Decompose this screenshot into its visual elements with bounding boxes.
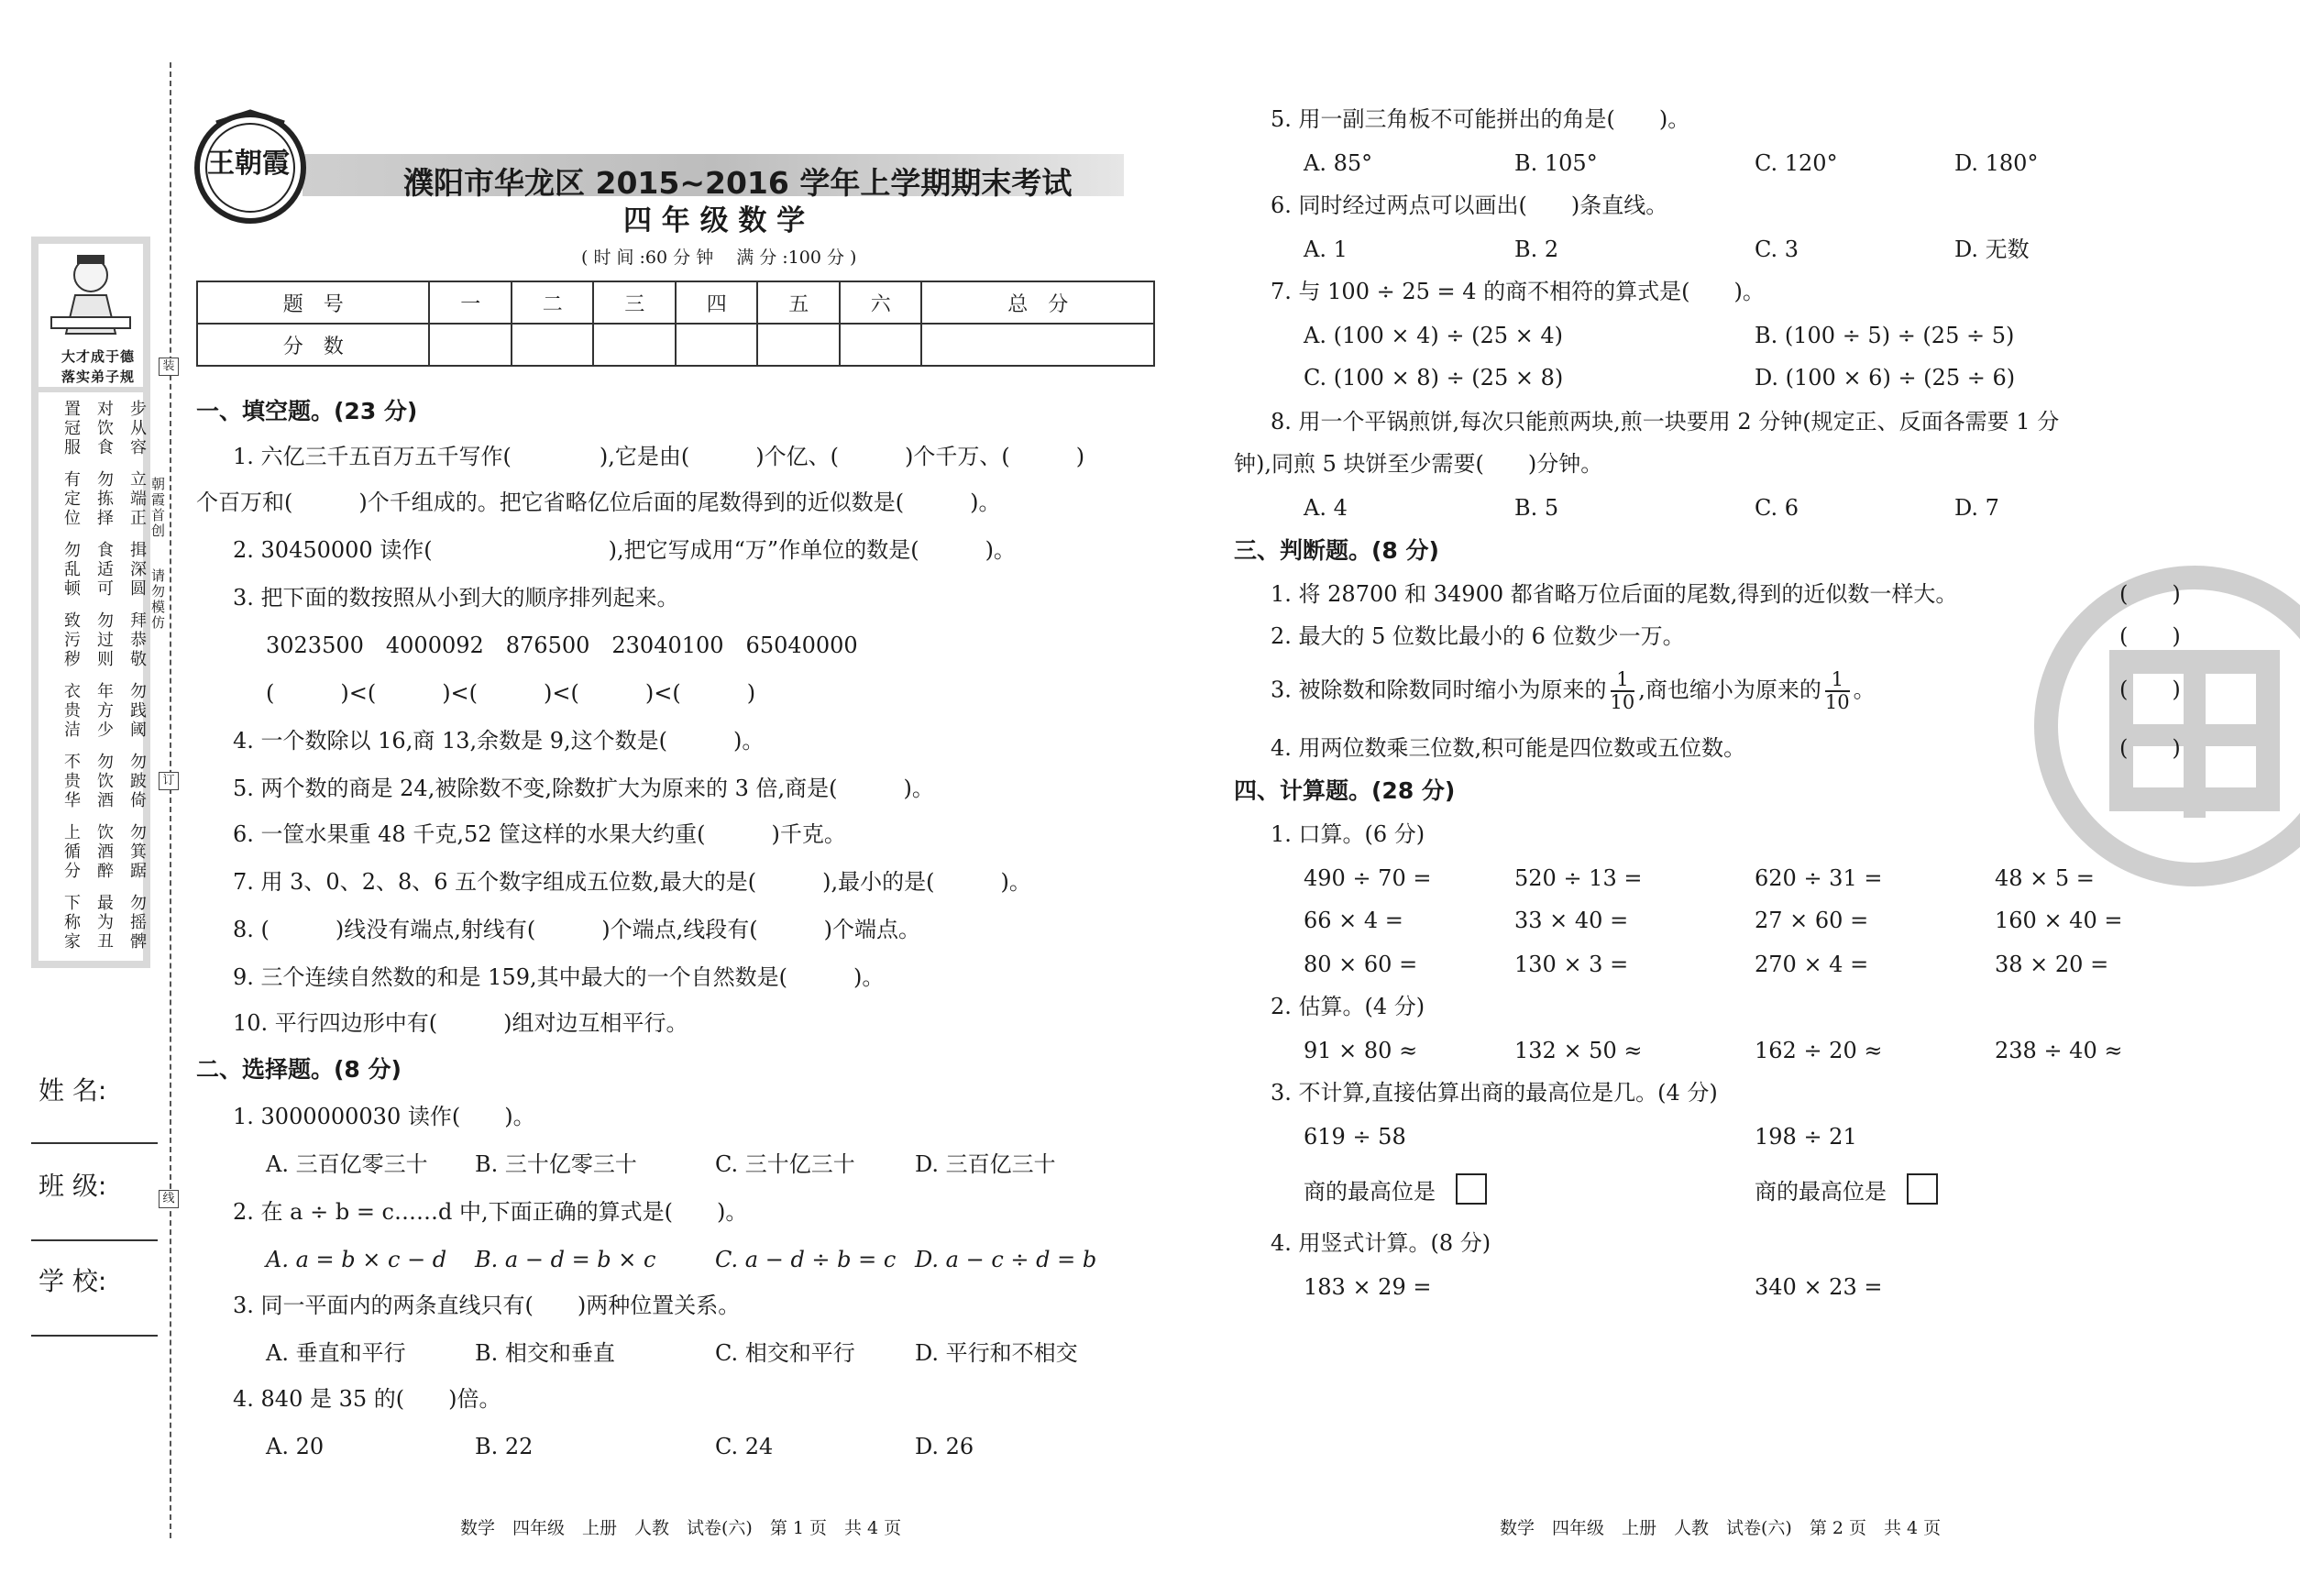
exam-title: 濮阳市华龙区 2015~2016 学年上学期期末考试: [403, 165, 1073, 201]
calc-item: 66 × 4 =: [1304, 908, 1403, 933]
option: B. 105°: [1514, 150, 1598, 176]
question-3: 3. 把下面的数按照从小到大的顺序排列起来。: [233, 585, 679, 611]
calc-item: 619 ÷ 58: [1304, 1124, 1406, 1150]
option: A. a = b × c − d: [266, 1247, 447, 1272]
judge-3-text: ,商也缩小为原来的: [1638, 677, 1821, 703]
table-header: 二: [512, 281, 594, 324]
motto-line-1: 大才成于德: [61, 348, 135, 365]
option: B. a − d = b × c: [475, 1247, 656, 1272]
question-4: 4. 一个数除以 16,商 13,余数是 9,这个数是( )。: [233, 728, 765, 754]
question-3-blanks: ( )<( )<( )<( )<( ): [266, 680, 756, 706]
option: A. 垂直和平行: [266, 1340, 406, 1366]
subject-title: 四 年 级 数 学: [623, 204, 806, 237]
side-note-copy: 请勿模仿: [149, 568, 166, 631]
option: A. 1: [1304, 237, 1348, 262]
rule-column: 置冠服: [61, 400, 81, 457]
calc-vertical: 4. 用竖式计算。(8 分): [1271, 1230, 1491, 1256]
choice-8: 8. 用一个平锅煎饼,每次只能煎两块,煎一块要用 2 分钟(规定正、反面各需要 1 分: [1271, 409, 2060, 435]
score-table: [196, 281, 1155, 367]
rule-column: 下称家: [61, 894, 81, 952]
answer-box[interactable]: [1456, 1173, 1487, 1205]
rule-column: 勿饮酒: [94, 753, 114, 810]
binding-tag: 线: [159, 1190, 179, 1208]
section-judgement: 三、判断题。(8 分): [1234, 537, 1439, 564]
answer-paren[interactable]: ( ): [2119, 623, 2181, 649]
name-label: 姓 名:: [39, 1075, 107, 1106]
question-7: 7. 用 3、0、2、8、6 五个数字组成五位数,最大的是( ),最小的是( )。: [233, 869, 1031, 895]
question-3-numbers: 3023500 4000092 876500 23040100 65040000: [266, 633, 858, 658]
choice-3: 3. 同一平面内的两条直线只有( )两种位置关系。: [233, 1293, 741, 1318]
calc-highest-digit: 3. 不计算,直接估算出商的最高位是几。(4 分): [1271, 1080, 1718, 1106]
option: B. 22: [475, 1434, 534, 1459]
calc-item: 183 × 29 =: [1304, 1274, 1432, 1300]
question-5: 5. 两个数的商是 24,被除数不变,除数扩大为原来的 3 倍,商是( )。: [233, 776, 934, 801]
choice-7: 7. 与 100 ÷ 25 = 4 的商不相符的算式是( )。: [1271, 279, 1765, 304]
judge-2: 2. 最大的 5 位数比最小的 6 位数少一万。: [1271, 623, 1685, 649]
section-fill-blank: 一、填空题。(23 分): [196, 398, 418, 424]
footer-right: 数学 四年级 上册 人教 试卷(六) 第 2 页 共 4 页: [1500, 1518, 1942, 1538]
rule-column: 不贵华: [61, 753, 81, 810]
calc-item: 130 × 3 =: [1514, 952, 1629, 977]
fraction-denominator: 10: [1824, 691, 1850, 714]
school-line[interactable]: [31, 1335, 158, 1337]
choice-2: 2. 在 a ÷ b = c……d 中,下面正确的算式是( )。: [233, 1199, 748, 1225]
option: A. 85°: [1304, 150, 1373, 176]
option: A. (100 × 4) ÷ (25 × 4): [1304, 323, 1564, 348]
calc-item: 340 × 23 =: [1755, 1274, 1883, 1300]
rule-column: 勿摇髀: [127, 894, 147, 952]
rule-column: 勿过则: [94, 611, 114, 669]
rule-column: 立端正: [127, 470, 147, 528]
scholar-icon: [39, 244, 143, 345]
rule-column: 有定位: [61, 470, 81, 528]
option: C. 24: [715, 1434, 774, 1459]
calc-item: 27 × 60 =: [1755, 908, 1869, 933]
option: B. 相交和垂直: [475, 1340, 615, 1366]
question-2: 2. 30450000 读作( ),把它写成用“万”作单位的数是( )。: [233, 537, 1016, 563]
option: D. 三百亿三十: [915, 1151, 1056, 1177]
name-line[interactable]: [31, 1142, 158, 1144]
table-header: 六: [840, 281, 922, 324]
calc-item: 38 × 20 =: [1995, 952, 2109, 977]
class-label: 班 级:: [39, 1171, 107, 1201]
time-info: ( 时 间 :60 分 钟 满 分 :100 分 ): [581, 248, 857, 268]
table-header: 一: [429, 281, 512, 324]
school-label: 学 校:: [39, 1266, 107, 1296]
score-cell[interactable]: [840, 324, 922, 366]
option: D. 无数: [1954, 237, 2030, 262]
score-cell[interactable]: [512, 324, 594, 366]
option: C. 相交和平行: [715, 1340, 855, 1366]
calc-item: 132 × 50 ≈: [1514, 1038, 1643, 1063]
table-header: 总 分: [921, 281, 1154, 324]
score-cell[interactable]: [921, 324, 1154, 366]
calc-item: 162 ÷ 20 ≈: [1755, 1038, 1883, 1063]
rule-column: 饮酒醉: [94, 823, 114, 881]
calc-item: 620 ÷ 31 =: [1755, 865, 1883, 891]
motto-line-2: 落实弟子规: [61, 369, 135, 385]
rule-column: 对饮食: [94, 400, 114, 457]
question-8: 8. ( )线没有端点,射线有( )个端点,线段有( )个端点。: [233, 917, 920, 942]
score-cell[interactable]: [593, 324, 676, 366]
rule-column: 勿乱顿: [61, 541, 81, 599]
rule-column: 最为丑: [94, 894, 114, 952]
judge-3: [1271, 669, 1876, 713]
table-row: [197, 324, 1154, 366]
calc-estimate: 2. 估算。(4 分): [1271, 994, 1425, 1019]
calc-item: 91 × 80 ≈: [1304, 1038, 1418, 1063]
table-header: 五: [757, 281, 840, 324]
rule-column: 勿跛倚: [127, 753, 147, 810]
option: D. 180°: [1954, 150, 2039, 176]
calc-item: 520 ÷ 13 =: [1514, 865, 1643, 891]
binding-tag: 订: [159, 772, 179, 790]
option: B. 5: [1514, 495, 1559, 521]
row-label: 分 数: [197, 324, 429, 366]
option: A. 20: [266, 1434, 325, 1459]
option: D. 26: [915, 1434, 974, 1459]
rule-column: 勿践阈: [127, 682, 147, 740]
footer-left: 数学 四年级 上册 人教 试卷(六) 第 1 页 共 4 页: [460, 1518, 902, 1538]
question-1: 1. 六亿三千五百万五千写作( ),它是由( )个亿、( )个千万、( ): [233, 444, 1085, 469]
option: C. 3: [1755, 237, 1799, 262]
sidebar-panel: [31, 237, 150, 968]
choice-1: 1. 3000000030 读作( )。: [233, 1104, 535, 1129]
option: D. 7: [1954, 495, 1999, 521]
question-1-cont: 个百万和( )个千组成的。把它省略亿位后面的尾数得到的近似数是( )。: [196, 490, 1001, 515]
sidebar-illustration: [39, 244, 143, 387]
rule-column: 勿拣择: [94, 470, 114, 528]
section-choice: 二、选择题。(8 分): [196, 1056, 402, 1083]
option: B. (100 ÷ 5) ÷ (25 ÷ 5): [1755, 323, 2015, 348]
rule-column: 致污秽: [61, 611, 81, 669]
table-header: 题 号: [197, 281, 429, 324]
table-header: 三: [593, 281, 676, 324]
option: C. 120°: [1755, 150, 1838, 176]
question-6: 6. 一筐水果重 48 千克,52 筐这样的水果大约重( )千克。: [233, 821, 846, 847]
seal-watermark-icon: [2030, 561, 2300, 891]
rule-column: 揖深圆: [127, 541, 147, 599]
answer-paren[interactable]: ( ): [2119, 677, 2181, 702]
rule-column: 年方少: [94, 682, 114, 740]
option: C. (100 × 8) ÷ (25 × 8): [1304, 365, 1564, 391]
calc-item: 80 × 60 =: [1304, 952, 1418, 977]
fraction-denominator: 10: [1610, 691, 1635, 714]
calc-item: 33 × 40 =: [1514, 908, 1629, 933]
option: D. 平行和不相交: [915, 1340, 1078, 1366]
choice-4: 4. 840 是 35 的( )倍。: [233, 1386, 501, 1412]
rule-column: 步从容: [127, 400, 147, 457]
score-cell[interactable]: [757, 324, 840, 366]
rule-column: 食适可: [94, 541, 114, 599]
question-10: 10. 平行四边形中有( )组对边互相平行。: [233, 1010, 688, 1036]
section-calculation: 四、计算题。(28 分): [1234, 777, 1456, 804]
highest-digit-label: 商的最高位是: [1304, 1179, 1436, 1205]
fraction: [1825, 669, 1850, 713]
judge-4: 4. 用两位数乘三位数,积可能是四位数或五位数。: [1271, 735, 1746, 761]
calc-oral: 1. 口算。(6 分): [1271, 821, 1425, 847]
choice-8-cont: 钟),同煎 5 块饼至少需要( )分钟。: [1234, 451, 1603, 477]
rule-column: 衣贵洁: [61, 682, 81, 740]
fraction: [1611, 669, 1635, 713]
option: D. (100 × 6) ÷ (25 ÷ 6): [1755, 365, 2016, 391]
option: A. 三百亿零三十: [266, 1151, 428, 1177]
option: C. 6: [1755, 495, 1799, 521]
question-9: 9. 三个连续自然数的和是 159,其中最大的一个自然数是( )。: [233, 964, 885, 990]
answer-box[interactable]: [1907, 1173, 1938, 1205]
rule-column: 上循分: [61, 823, 81, 881]
answer-paren[interactable]: ( ): [2119, 735, 2181, 761]
calc-item: 48 × 5 =: [1995, 865, 2095, 891]
calc-item: 270 × 4 =: [1755, 952, 1869, 977]
fraction-numerator: 1: [1825, 669, 1850, 692]
logo-text: 王朝霞: [207, 148, 290, 180]
rule-column: 勿箕踞: [127, 823, 147, 881]
judge-3-text: 。: [1853, 677, 1876, 703]
rule-column: 拜恭敬: [127, 611, 147, 669]
option: B. 2: [1514, 237, 1559, 262]
calc-item: 198 ÷ 21: [1755, 1124, 1857, 1150]
binding-tag: 装: [159, 358, 179, 376]
judge-1: 1. 将 28700 和 34900 都省略万位后面的尾数,得到的近似数一样大。: [1271, 581, 1958, 607]
calc-item: 238 ÷ 40 ≈: [1995, 1038, 2123, 1063]
highest-digit-label: 商的最高位是: [1755, 1179, 1887, 1205]
option: C. 三十亿三十: [715, 1151, 855, 1177]
option: D. a − c ÷ d = b: [915, 1247, 1097, 1272]
score-cell[interactable]: [429, 324, 512, 366]
class-line[interactable]: [31, 1239, 158, 1241]
option: A. 4: [1304, 495, 1348, 521]
table-row: [197, 281, 1154, 324]
table-header: 四: [676, 281, 758, 324]
option: C. a − d ÷ b = c: [715, 1247, 897, 1272]
calc-item: 160 × 40 =: [1995, 908, 2123, 933]
choice-5: 5. 用一副三角板不可能拼出的角是( )。: [1271, 106, 1690, 132]
rules-grid: [39, 392, 147, 961]
option: B. 三十亿零三十: [475, 1151, 637, 1177]
choice-6: 6. 同时经过两点可以画出( )条直线。: [1271, 193, 1668, 218]
side-note-first: 朝霞首创: [149, 477, 166, 539]
calc-item: 490 ÷ 70 =: [1304, 865, 1432, 891]
judge-3-text: 3. 被除数和除数同时缩小为原来的: [1271, 677, 1607, 703]
answer-paren[interactable]: ( ): [2119, 581, 2181, 607]
binding-line: [170, 62, 171, 1538]
fraction-numerator: 1: [1611, 669, 1635, 692]
score-cell[interactable]: [676, 324, 758, 366]
